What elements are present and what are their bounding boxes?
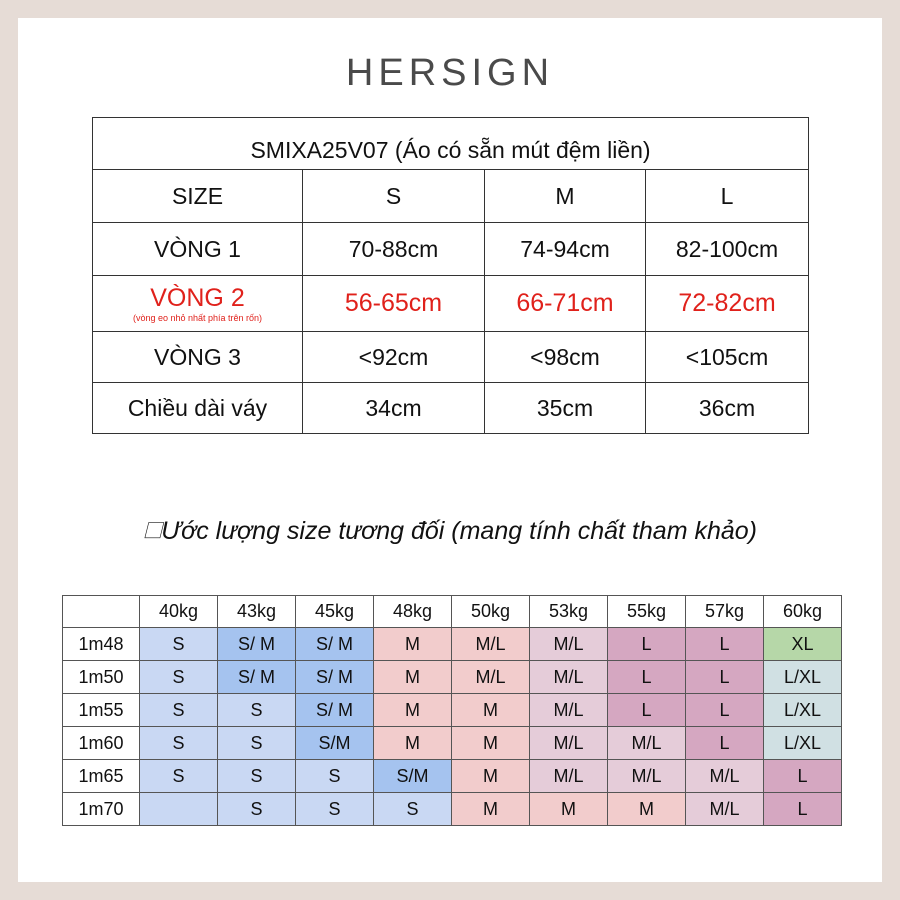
size-cell: S — [218, 694, 296, 727]
size-cell: S — [140, 727, 218, 760]
height-label: 1m70 — [63, 793, 140, 826]
size-cell: M — [374, 694, 452, 727]
weight-header: 53kg — [530, 596, 608, 628]
size-cell: M — [452, 727, 530, 760]
weight-header: 40kg — [140, 596, 218, 628]
size-cell: S/ M — [296, 694, 374, 727]
row-label-vong1: VÒNG 1 — [93, 223, 303, 276]
table-row — [63, 793, 842, 826]
row-label-vong2: VÒNG 2 — [150, 284, 245, 312]
weight-header: 43kg — [218, 596, 296, 628]
table-row — [63, 760, 842, 793]
size-cell: S — [296, 760, 374, 793]
size-cell: M/L — [530, 661, 608, 694]
table-row — [63, 661, 842, 694]
size-chart-table — [92, 117, 809, 434]
size-cell: S/M — [374, 760, 452, 793]
weight-header: 57kg — [686, 596, 764, 628]
cell: <92cm — [303, 332, 485, 383]
row-note-vong2: (vòng eo nhỏ nhất phía trên rốn) — [132, 313, 263, 323]
size-cell: M — [452, 793, 530, 826]
size-cell: L — [686, 727, 764, 760]
size-cell: L — [764, 793, 842, 826]
cell: 72-82cm — [646, 276, 809, 332]
size-chart-title: SMIXA25V07 (Áo có sẵn mút đệm liền) — [93, 118, 809, 170]
size-cell: S — [218, 727, 296, 760]
weight-header: 50kg — [452, 596, 530, 628]
size-cell: M/L — [452, 661, 530, 694]
weight-header-row — [63, 596, 842, 628]
size-cell: M — [374, 628, 452, 661]
size-cell: L — [686, 628, 764, 661]
cell: <98cm — [485, 332, 646, 383]
size-cell: L/XL — [764, 661, 842, 694]
size-cell: S — [218, 793, 296, 826]
size-cell: L — [608, 694, 686, 727]
size-cell: M/L — [608, 727, 686, 760]
size-cell: M — [530, 793, 608, 826]
height-label: 1m60 — [63, 727, 140, 760]
size-cell: L — [686, 694, 764, 727]
header-l: L — [646, 170, 809, 223]
size-cell: M/L — [452, 628, 530, 661]
size-cell: S/ M — [218, 661, 296, 694]
weight-header: 45kg — [296, 596, 374, 628]
size-cell: M/L — [530, 727, 608, 760]
size-cell: S/ M — [296, 661, 374, 694]
cell: 56-65cm — [303, 276, 485, 332]
table-row — [63, 727, 842, 760]
cell: 70-88cm — [303, 223, 485, 276]
size-cell: L — [686, 661, 764, 694]
table-row — [63, 694, 842, 727]
size-cell: S/ M — [296, 628, 374, 661]
size-cell: M/L — [530, 694, 608, 727]
cell: <105cm — [646, 332, 809, 383]
row-label-length: Chiều dài váy — [93, 383, 303, 434]
size-cell: L/XL — [764, 727, 842, 760]
weight-header: 48kg — [374, 596, 452, 628]
size-cell: S — [140, 661, 218, 694]
cell: 36cm — [646, 383, 809, 434]
brand-logo: HERSIGN — [345, 52, 555, 94]
weight-header: 60kg — [764, 596, 842, 628]
size-cell: S — [296, 793, 374, 826]
cell: 66-71cm — [485, 276, 646, 332]
size-cell: S — [140, 760, 218, 793]
size-cell: S — [140, 694, 218, 727]
corner-cell — [63, 596, 140, 628]
estimate-subtitle: 🗆Ước lượng size tương đối (mang tính chất tham khảo) — [142, 517, 757, 545]
size-cell: S — [374, 793, 452, 826]
row-label-vong3: VÒNG 3 — [93, 332, 303, 383]
size-cell: M/L — [608, 760, 686, 793]
size-cell: L — [764, 760, 842, 793]
height-label: 1m55 — [63, 694, 140, 727]
header-s: S — [303, 170, 485, 223]
size-cell: L — [608, 628, 686, 661]
size-cell: S — [140, 628, 218, 661]
size-cell: M/L — [686, 760, 764, 793]
size-cell: S — [218, 760, 296, 793]
size-cell: M — [452, 760, 530, 793]
size-cell: L — [608, 661, 686, 694]
height-label: 1m65 — [63, 760, 140, 793]
header-size: SIZE — [93, 170, 303, 223]
cell: 35cm — [485, 383, 646, 434]
size-cell: M — [608, 793, 686, 826]
cell: 74-94cm — [485, 223, 646, 276]
weight-header: 55kg — [608, 596, 686, 628]
size-cell: M/L — [530, 628, 608, 661]
size-cell: M/L — [686, 793, 764, 826]
header-m: M — [485, 170, 646, 223]
cell: 34cm — [303, 383, 485, 434]
row-label-vong2-cell — [93, 276, 303, 332]
size-cell: XL — [764, 628, 842, 661]
table-row — [63, 628, 842, 661]
size-cell: S/ M — [218, 628, 296, 661]
height-label: 1m48 — [63, 628, 140, 661]
cell: 82-100cm — [646, 223, 809, 276]
size-cell: M — [374, 727, 452, 760]
size-estimate-table — [62, 595, 842, 826]
height-label: 1m50 — [63, 661, 140, 694]
size-cell: L/XL — [764, 694, 842, 727]
size-cell: M — [374, 661, 452, 694]
size-cell: M/L — [530, 760, 608, 793]
size-cell — [140, 793, 218, 826]
size-cell: M — [452, 694, 530, 727]
size-cell: S/M — [296, 727, 374, 760]
